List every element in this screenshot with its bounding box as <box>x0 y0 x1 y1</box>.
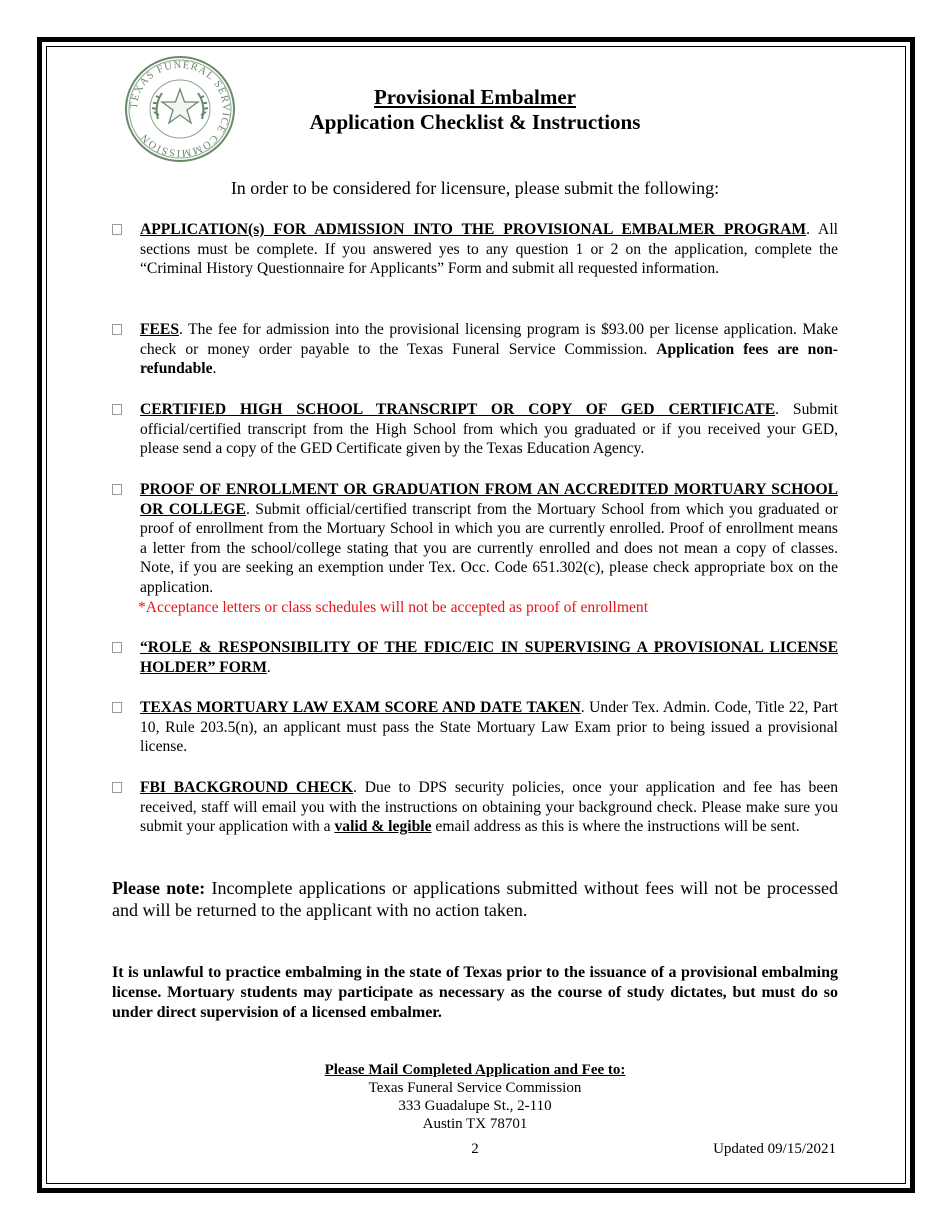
item-bold-text: Application fees are non-refundable <box>140 340 838 378</box>
item-heading: PROOF OF ENROLLMENT OR GRADUATION FROM AN ACCREDITED MORTUARY SCHOOL OR COLLEGE <box>140 481 838 518</box>
item-heading: TEXAS MORTUARY LAW EXAM SCORE AND DATE TAKEN <box>140 699 581 716</box>
please-note-text: Incomplete applications or applications submitted without fees will not be processed and will be returned to the applicant with no action taken. <box>112 878 838 920</box>
item-text: . Submit official/certified transcript from the Mortuary School from which you graduated or proof of enrollment from the Mortuary School in which you are currently enrolled. Proof of enrollment means a letter from the school/college stating that you are currently enrolled and does not mean a copy of classes. Note, if you are seeking an exemption under Tex. Occ. Code 651.302(c), please check appropriate box on the application. <box>140 500 838 596</box>
please-note-label: Please note: <box>112 878 206 898</box>
checkbox-law-exam[interactable] <box>112 702 122 713</box>
item-end: email address as this is where the instructions will be sent. <box>431 818 800 836</box>
item-heading: FEES <box>140 321 179 338</box>
mail-line-2: 333 Guadalupe St., 2-110 <box>398 1098 552 1114</box>
page-title: Provisional Embalmer <box>373 85 577 109</box>
checklist-item-fbi-check <box>112 778 838 837</box>
item-text: . <box>266 658 271 676</box>
checklist-item-application <box>112 220 838 279</box>
item-heading: APPLICATION(s) FOR ADMISSION INTO THE PROVISIONAL EMBALMER PROGRAM <box>140 221 807 238</box>
item-text: . Due to DPS security policies, once your application and fee has been received, staff will email you with the instructions on obtaining your background check. Please make sure you submit your application with a <box>140 779 838 836</box>
mail-line-3: Austin TX 78701 <box>422 1116 528 1132</box>
item-text: . Submit official/certified transcript from the High School from which you graduated or if you received your GED, please send a copy of the GED Certificate given by the Texas Education Agency. <box>140 401 838 458</box>
item-heading: FBI BACKGROUND CHECK <box>140 779 354 796</box>
mail-line-1: Texas Funeral Service Commission <box>368 1080 582 1096</box>
checklist-item-fees <box>112 320 838 379</box>
checklist-item-transcript <box>112 400 838 459</box>
item-heading: CERTIFIED HIGH SCHOOL TRANSCRIPT OR COPY OF GED CERTIFICATE <box>140 401 776 418</box>
checkbox-fees[interactable] <box>112 324 122 335</box>
please-note-paragraph <box>112 877 838 921</box>
checklist-item-enrollment <box>112 480 838 617</box>
item-text: . Under Tex. Admin. Code, Title 22, Part 10, Rule 203.5(n), an applicant must pass the State Mortuary Law Exam prior to being issued a provisional license. <box>140 699 838 756</box>
checklist-item-role-form <box>112 638 838 677</box>
item-text: . The fee for admission into the provisional licensing program is $93.00 per license application. Make check or money order payable to the Texas Funeral Service Commission. <box>140 321 838 358</box>
unlawful-practice-warning: It is unlawful to practice embalming in the state of Texas prior to the issuance of a provisional embalming license. Mortuary students may participate as necessary as the course of study dictates, but must do so under direct supervision of a licensed embalmer. <box>112 964 838 1021</box>
enrollment-warning-note: *Acceptance letters or class schedules will not be accepted as proof of enrollment <box>138 598 649 616</box>
page-subtitle: Application Checklist & Instructions <box>309 110 641 134</box>
page-number: 2 <box>471 1141 479 1157</box>
checklist-item-law-exam <box>112 698 838 757</box>
item-heading: “ROLE & RESPONSIBILITY OF THE FDIC/EIC IN SUPERVISING A PROVISIONAL LICENSE HOLDER” FORM <box>140 639 838 676</box>
intro-text: In order to be considered for licensure, please submit the following: <box>230 178 720 198</box>
item-text: . All sections must be complete. If you answered yes to any question 1 or 2 on the application, complete the “Criminal History Questionnaire for Applicants” Form and submit all requested information. <box>140 221 838 278</box>
item-bold-underline-text: valid & legible <box>334 818 432 836</box>
checkbox-transcript[interactable] <box>112 404 122 415</box>
updated-date: Updated 09/15/2021 <box>713 1141 836 1157</box>
checkbox-application[interactable] <box>112 224 122 235</box>
item-end: . <box>212 360 217 378</box>
checkbox-role-form[interactable] <box>112 642 122 653</box>
checkbox-fbi-check[interactable] <box>112 782 122 793</box>
checkbox-enrollment[interactable] <box>112 484 122 495</box>
seal-ring-text: TEXAS FUNERAL SERVICE COMMISSION <box>128 59 232 159</box>
mailing-address-block <box>225 1061 725 1133</box>
mail-heading: Please Mail Completed Application and Fee to: <box>324 1062 626 1078</box>
